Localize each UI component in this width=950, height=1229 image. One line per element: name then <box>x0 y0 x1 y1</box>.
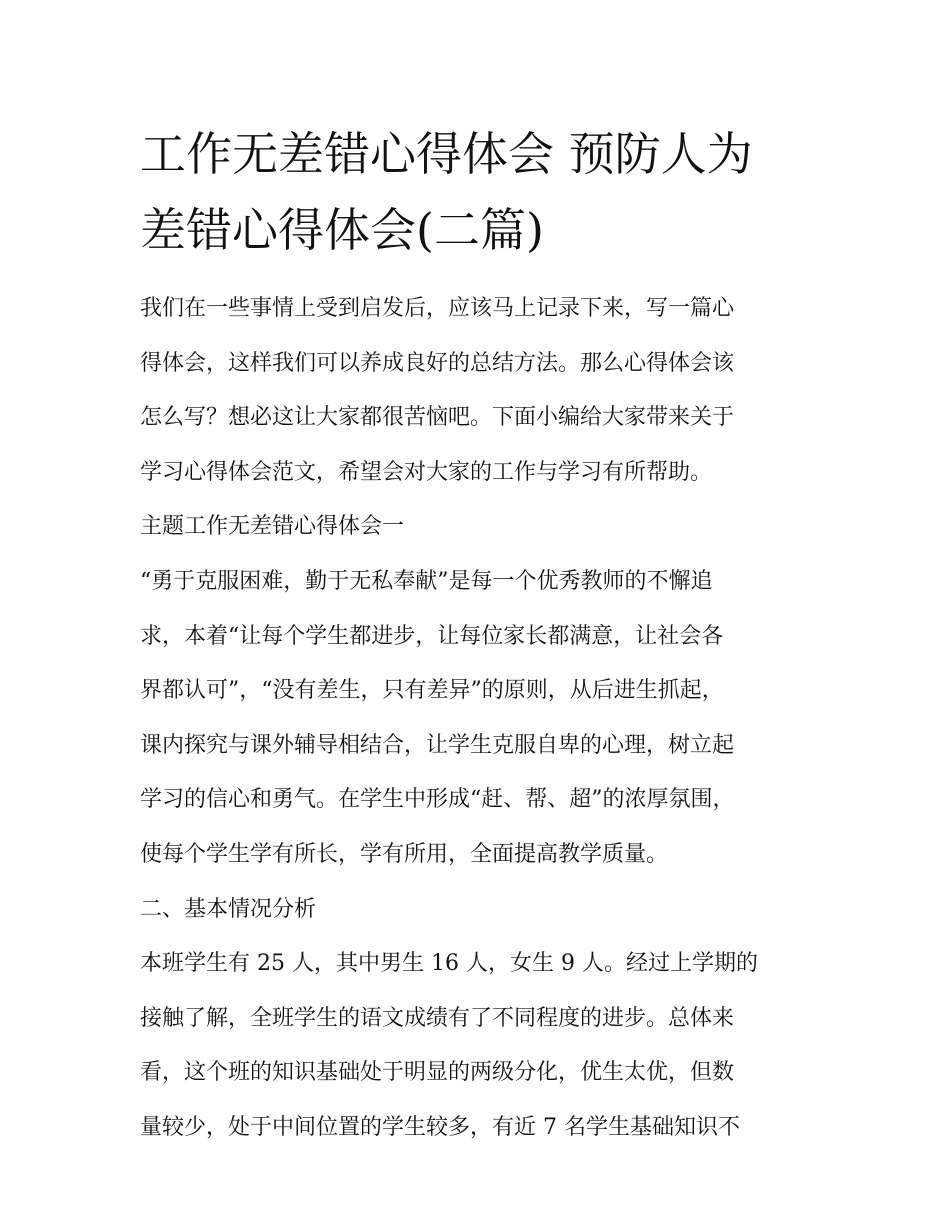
body-line: 接触了解，全班学生的语文成绩有了不同程度的进步。总体来 <box>140 1005 735 1031</box>
body-line: 使每个学生学有所长，学有所用，全面提高教学质量。 <box>140 841 669 867</box>
document-title <box>140 116 820 268</box>
body-line: 看，这个班的知识基础处于明显的两级分化，优生太优，但数 <box>140 1060 735 1086</box>
title-line-1: 工作无差错心得体会 预防人为 <box>140 127 753 181</box>
section-heading: 主题工作无差错心得体会一 <box>140 514 405 540</box>
body-line: 得体会，这样我们可以养成良好的总结方法。那么心得体会该 <box>140 350 735 376</box>
body-line: 学习心得体会范文，希望会对大家的工作与学习有所帮助。 <box>140 459 713 485</box>
title-line-2: 差错心得体会(二篇) <box>140 203 544 257</box>
body-line: 我们在一些事情上受到启发后，应该马上记录下来，写一篇心 <box>140 296 735 321</box>
document-body <box>140 282 820 1156</box>
body-line: “勇于克服困难，勤于无私奉献”是每一个优秀教师的不懈追 <box>140 568 713 594</box>
body-line: 界都认可”，“没有差生，只有差异”的原则，从后进生抓起， <box>140 678 724 704</box>
body-line: 课内探究与课外辅导相结合，让学生克服自卑的心理，树立起 <box>140 732 735 758</box>
body-line: 求，本着“让每个学生都进步，让每位家长都满意，让社会各 <box>140 623 724 649</box>
section-heading: 二、基本情况分析 <box>140 896 317 922</box>
body-line: 怎么写？想必这让大家都很苦恼吧。下面小编给大家带来关于 <box>140 405 735 431</box>
body-line: 学习的信心和勇气。在学生中形成“赶、帮、超”的浓厚氛围， <box>140 787 735 813</box>
body-line: 本班学生有 25 人，其中男生 16 人，女生 9 人。经过上学期的 <box>140 951 758 977</box>
body-line: 量较少，处于中间位置的学生较多，有近 7 名学生基础知识不 <box>140 1114 740 1140</box>
